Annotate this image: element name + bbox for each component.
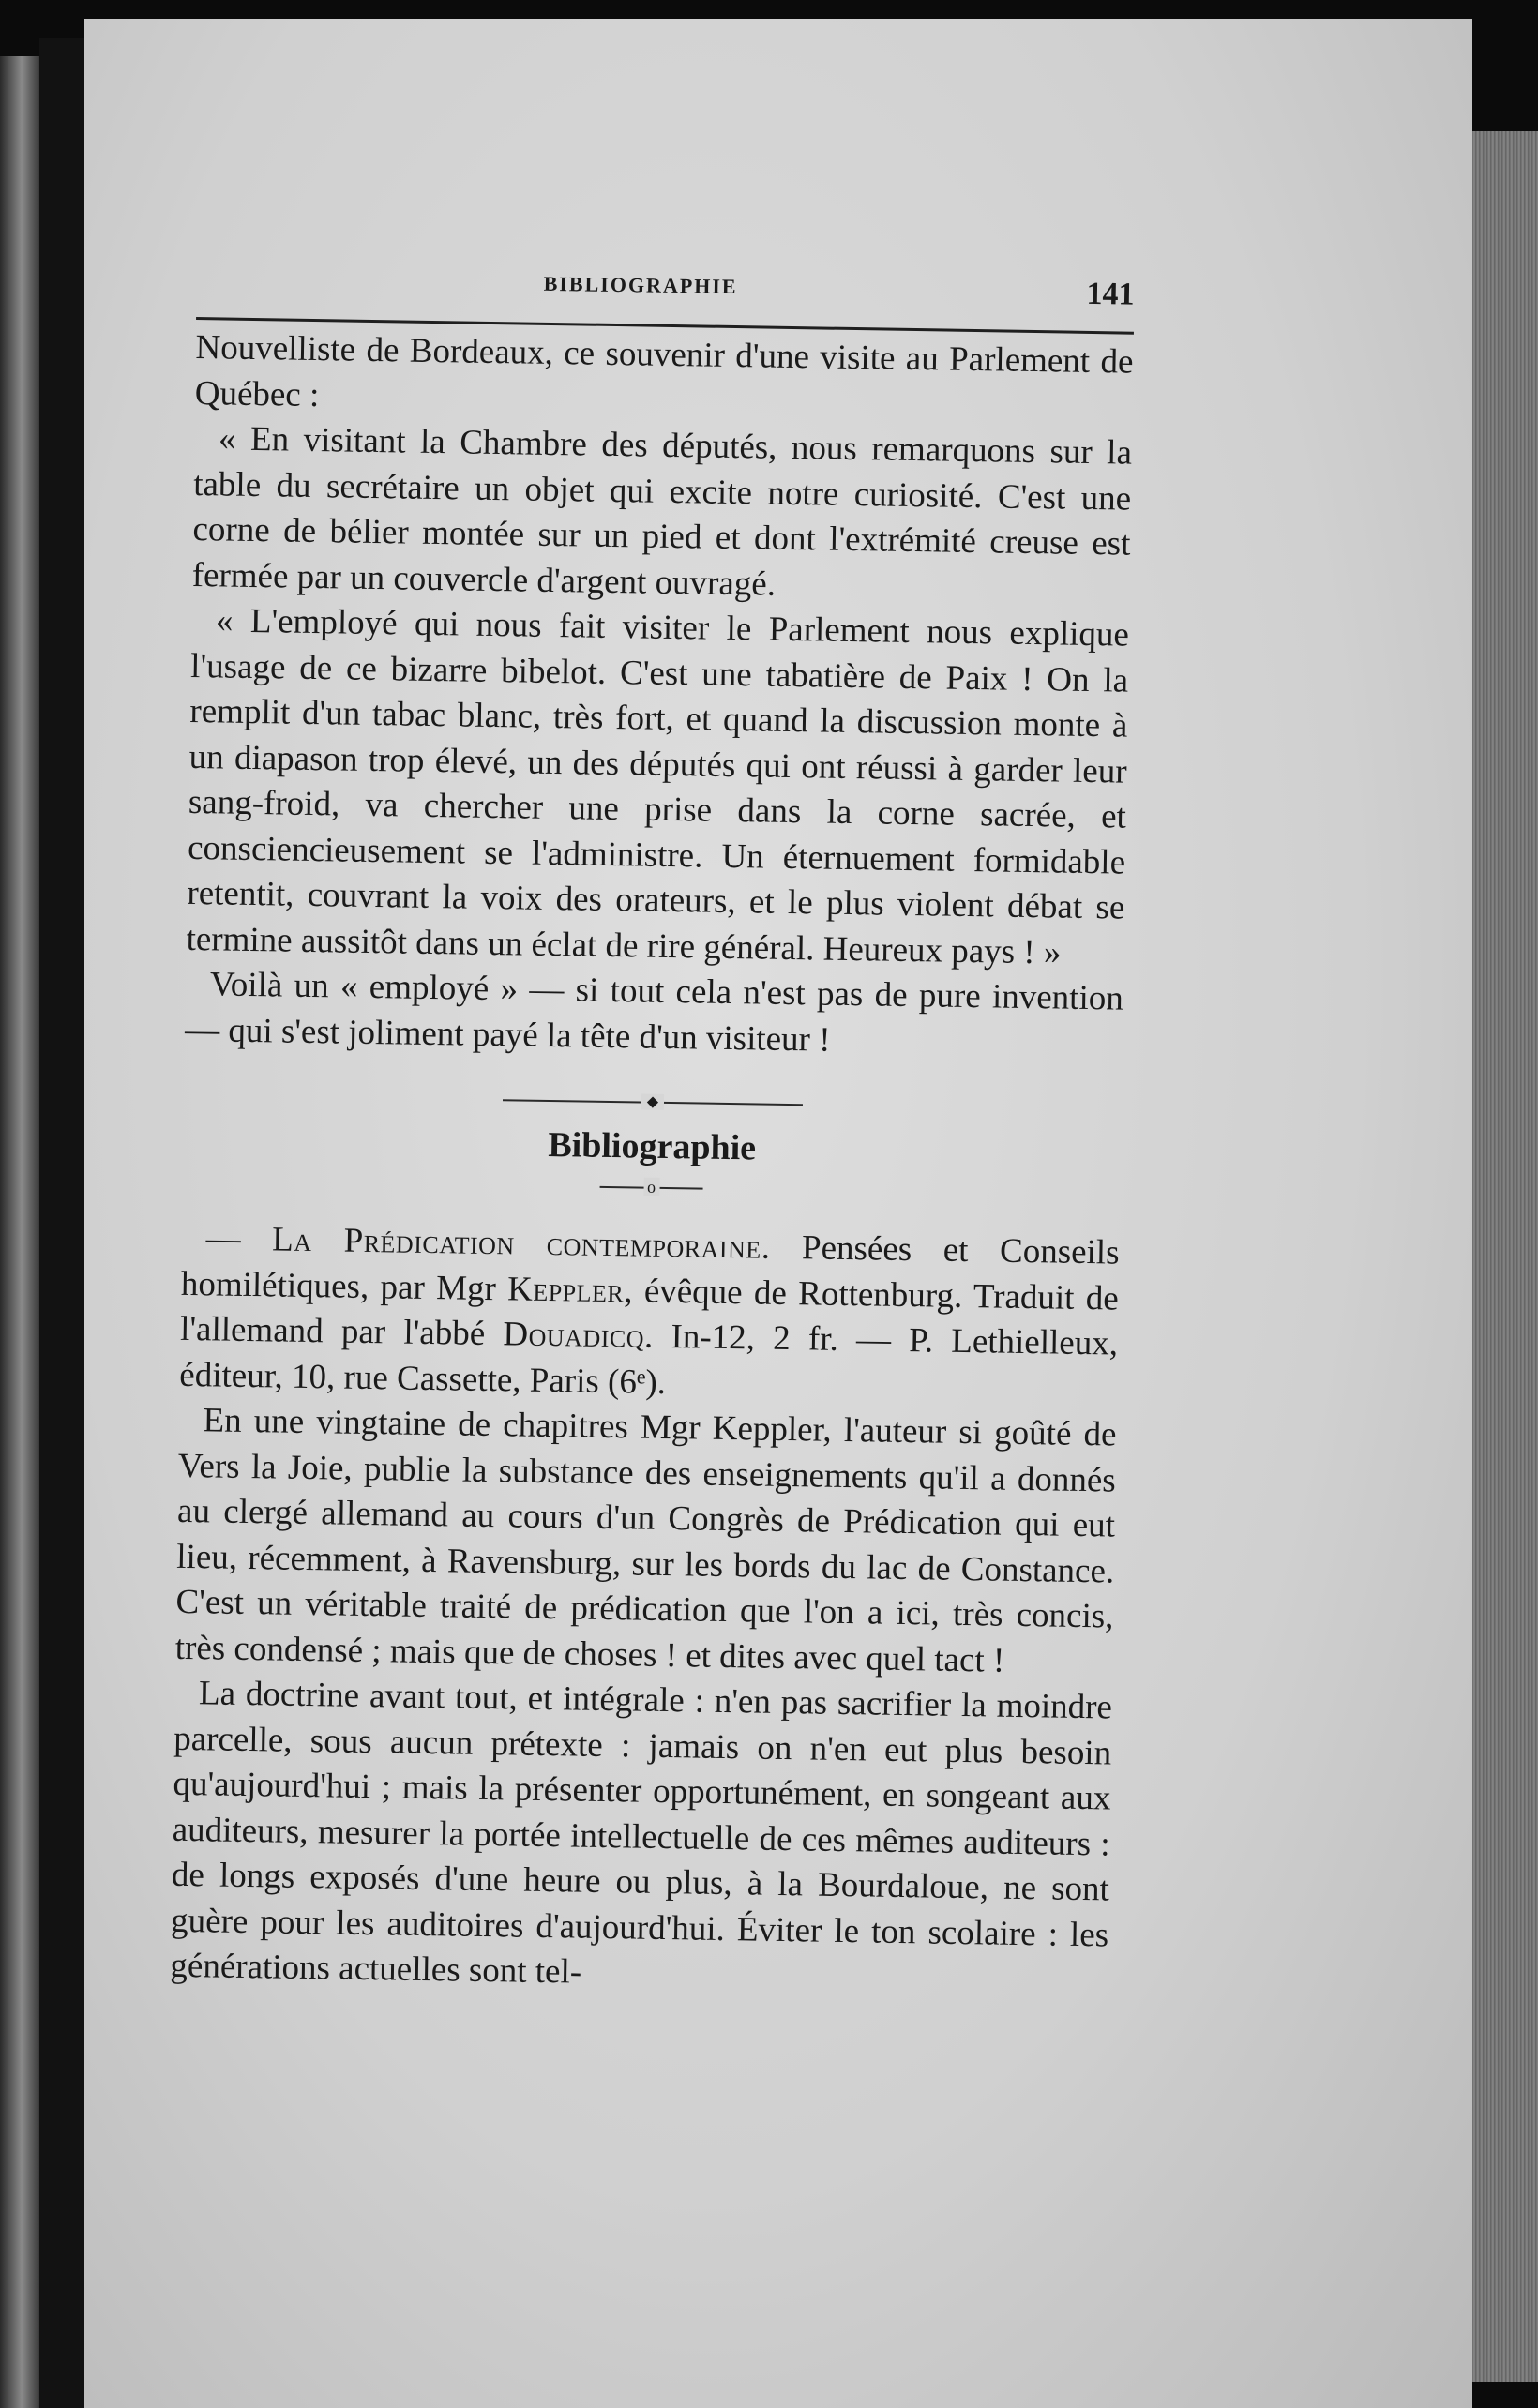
title-divider: [599, 1178, 702, 1196]
title-divider-ornament: o: [643, 1178, 659, 1196]
entry-book-title: La Prédication contemporaine.: [271, 1220, 771, 1267]
entry-text-2: , évêque de Rottenburg. Traduit de l'allemand par l'abbé: [179, 1271, 1120, 1354]
entry-dash: —: [205, 1219, 273, 1259]
entry-author: Keppler: [506, 1269, 625, 1310]
entry-text-3: . In-12, 2 fr. — P. Lethielleux, éditeur, 10, rue Cassette, Paris (6ᵉ).: [179, 1317, 1119, 1402]
page-stack-edge: [1472, 131, 1538, 2382]
bibliography-entry: [179, 1216, 1120, 1413]
page-number: 141: [1086, 276, 1135, 312]
book-left-edge: [0, 56, 39, 2408]
section-divider: [503, 1091, 803, 1111]
entry-translator: Douadicq: [503, 1315, 645, 1356]
paragraph-review-1: En une vingtaine de chapitres Mgr Keppler, l'auteur si goûté de Vers la Joie, publie la substance des enseignements qu'il a donnés au clergé allemand au cours d'un Congrès de Prédication qui eut lieu, récemment, à Ravensburg, sur les bords du lac de Constance. C'est un véritable traité de prédication que l'on a ici, très concis, très condensé ; mais que de choses ! et dites avec quel tact !: [174, 1401, 1117, 1680]
section-title: Bibliographie: [548, 1124, 757, 1168]
book-gutter: [39, 38, 84, 2408]
paragraph-comment: Voilà un « employé » — si tout cela n'est pas de pure invention — qui s'est joliment payé la tête d'un visiteur !: [184, 965, 1124, 1060]
entry-text-1: Pensées et Conseils homilétiques, par Mgr: [180, 1227, 1120, 1308]
paragraph-review-2: La doctrine avant tout, et intégrale : n'en pas sacrifier la moindre parcelle, sous aucun prétexte : jamais on n'en eut plus besoin qu'aujourd'hui ; mais la présenter opportunément, en songeant aux auditeurs, mesurer la portée intellectuelle de ces mêmes auditeurs : de longs exposés d'une heure ou plus, à la Bourdaloue, ne sont guère pour les auditoires d'aujourd'hui. Éviter le ton scolaire : les générations actuelles sont tel-: [170, 1674, 1113, 1992]
paragraph-continuation: Nouvelliste de Bordeaux, ce souvenir d'une visite au Parlement de Québec :: [194, 327, 1134, 414]
divider-ornament: ◆: [641, 1094, 665, 1110]
paragraph-quote-2: « L'employé qui nous fait visiter le Parlement nous explique l'usage de ce bizarre bibelot. C'est une tabatière de Paix ! On la remplit d'un tabac blanc, très fort, et quand la discussion monte à un diapason trop élevé, un des députés qui ont réussi à garder leur sang-froid, va chercher une prise dans la corne sacrée, et consciencieusement se l'administre. Un éternuement formidable retentit, couvrant la voix des orateurs, et le plus violent débat se termine aussitôt dans un éclat de rire général. Heureux pays ! »: [186, 601, 1130, 972]
page-text-block: [170, 263, 1135, 2004]
running-head: BIBLIOGRAPHIE: [543, 271, 738, 299]
paragraph-quote-1: « En visitant la Chambre des députés, nous remarquons sur la table du secrétaire un objet qui excite notre curiosité. C'est une corne de bélier montée sur un pied et dont l'extrémité creuse est fermée par un couvercle d'argent ouvragé.: [191, 419, 1133, 604]
